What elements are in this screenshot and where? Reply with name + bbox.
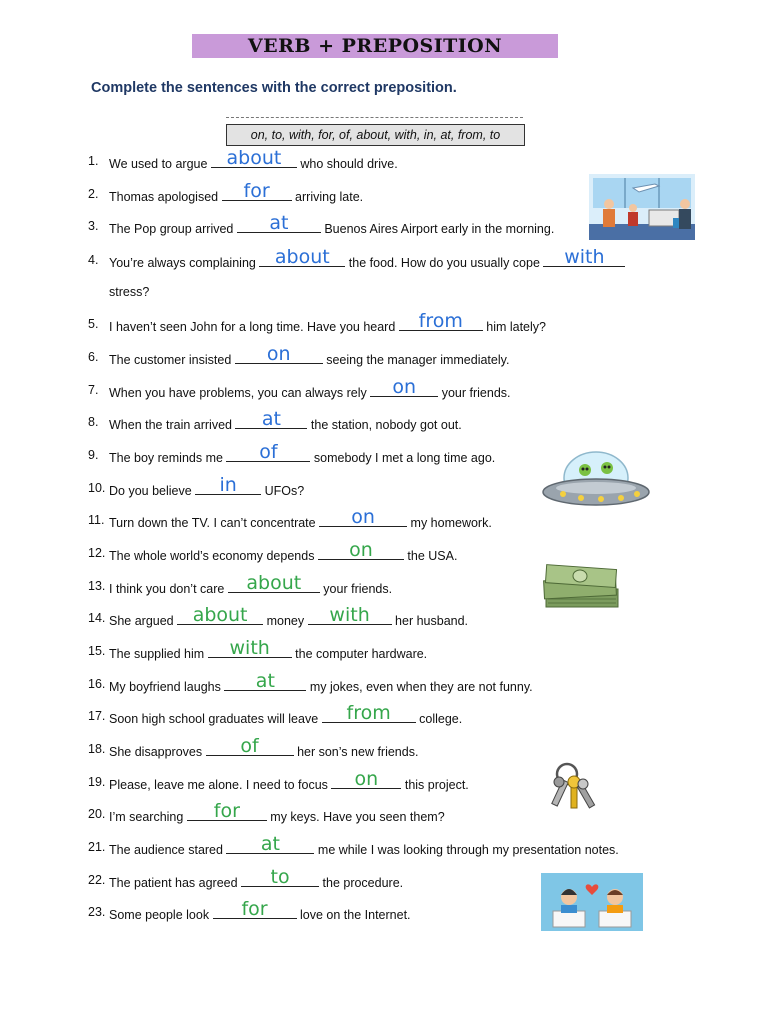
handwritten-answer: for [243, 180, 270, 202]
handwritten-answer: for [213, 800, 240, 822]
handwritten-answer: at [255, 670, 275, 692]
sentence-part: She argued [109, 614, 178, 628]
handwritten-answer: on [349, 539, 373, 561]
sentence-number: 2. [88, 187, 99, 201]
handwritten-answer: about [274, 246, 330, 268]
sentence-part: seeing the manager immediately. [322, 353, 510, 367]
sentence-number: 13. [88, 579, 106, 593]
sentence-text [109, 866, 404, 890]
answer-blank[interactable] [228, 572, 320, 594]
sentence-text [109, 735, 419, 759]
sentence-part: The customer insisted [109, 353, 235, 367]
sentence-part: somebody I met a long time ago. [310, 451, 496, 465]
sentence-part: the food. How do you usually cope [345, 256, 544, 270]
sentence-part: college. [415, 712, 463, 726]
answer-blank[interactable] [235, 408, 307, 430]
sentence-part: Some people look [109, 908, 213, 922]
sentence-number: 11. [88, 513, 105, 527]
airport-illustration [589, 174, 695, 240]
sentence-part: her husband. [391, 614, 469, 628]
answer-blank[interactable] [319, 506, 407, 528]
sentence-part: arriving late. [291, 190, 364, 204]
sentence-number: 10. [88, 481, 106, 495]
sentence-number: 16. [88, 677, 106, 691]
sentence-part: me while I was looking through my presentation notes. [314, 843, 619, 857]
handwritten-answer: in [219, 474, 237, 496]
sentence-part: When you have problems, you can always rely [109, 386, 371, 400]
sentence-part: She disapproves [109, 745, 206, 759]
answer-blank[interactable] [370, 376, 438, 398]
sentence-text [109, 637, 428, 661]
sentence-text [109, 180, 364, 204]
sentence-number: 18. [88, 742, 106, 756]
handwritten-answer: of [240, 735, 259, 757]
sentence-number: 4. [88, 253, 99, 267]
sentence-part: Buenos Aires Airport early in the morning. [320, 222, 555, 236]
sentence-part: your friends. [319, 582, 393, 596]
answer-blank[interactable] [226, 441, 310, 463]
answer-blank[interactable] [241, 866, 319, 888]
sentence-text [109, 285, 149, 299]
sentence-part: The whole world’s economy depends [109, 549, 318, 563]
answer-blank[interactable] [195, 474, 261, 496]
answer-blank[interactable] [226, 833, 314, 855]
sentence-text [109, 604, 469, 628]
sentence-part: You’re always complaining [109, 256, 260, 270]
sentence-number: 12. [88, 546, 106, 560]
sentence-part: my homework. [407, 516, 492, 530]
sentence-number: 3. [88, 219, 99, 233]
handwritten-answer: about [246, 572, 302, 594]
sentence-number: 8. [88, 415, 99, 429]
page-title: VERB + PREPOSITION [247, 35, 503, 57]
handwritten-answer: with [329, 604, 370, 626]
sentence-part: I think you don’t care [109, 582, 228, 596]
sentence-part: this project. [401, 778, 469, 792]
sentence-part: I haven’t seen John for a long time. Have you heard [109, 320, 399, 334]
sentence-part: My boyfriend laughs [109, 680, 225, 694]
sentence-text [109, 506, 492, 530]
sentence-part: money [263, 614, 308, 628]
sentence-part: UFOs? [261, 484, 305, 498]
sentence-text [109, 408, 462, 432]
handwritten-answer: from [418, 310, 463, 332]
sentence-part: who should drive. [296, 157, 398, 171]
handwritten-answer: to [270, 866, 290, 888]
handwritten-answer: about [226, 147, 282, 169]
answer-blank[interactable] [308, 604, 392, 626]
sentence-part: the station, nobody got out. [307, 418, 462, 432]
sentence-number: 21. [88, 840, 106, 854]
sentence-text [109, 572, 393, 596]
answer-blank[interactable] [206, 735, 294, 757]
answer-blank[interactable] [322, 702, 416, 724]
sentence-text [109, 376, 511, 400]
sentence-part: her son’s new friends. [293, 745, 419, 759]
sentence-part: Thomas apologised [109, 190, 222, 204]
money-illustration [542, 563, 620, 611]
sentence-number: 15. [88, 644, 106, 658]
sentence-text [109, 702, 463, 726]
sentence-text [109, 441, 496, 465]
answer-blank[interactable] [543, 246, 625, 268]
answer-blank[interactable] [208, 637, 292, 659]
sentence-part: your friends. [438, 386, 511, 400]
handwritten-answer: at [260, 833, 280, 855]
sentence-part: the procedure. [319, 876, 404, 890]
sentence-number: 6. [88, 350, 99, 364]
handwritten-answer: about [192, 604, 248, 626]
sentence-number: 19. [88, 775, 106, 789]
handwritten-answer: on [266, 343, 291, 365]
answer-blank[interactable] [237, 212, 321, 234]
sentence-number: 1. [88, 154, 99, 168]
love-internet-illustration [541, 873, 643, 931]
answer-blank[interactable] [224, 670, 306, 692]
sentence-number: 17. [88, 709, 106, 723]
handwritten-answer: with [564, 246, 605, 268]
sentence-text [109, 147, 398, 171]
sentence-part: Turn down the TV. I can’t concentrate [109, 516, 320, 530]
answer-blank[interactable] [259, 246, 345, 268]
sentence-text [109, 670, 533, 694]
word-bank: on, to, with, for, of, about, with, in, at, from, to [226, 124, 525, 146]
handwritten-answer: from [346, 702, 391, 724]
sentence-text [109, 310, 546, 334]
sentence-number: 7. [88, 383, 99, 397]
sentence-text [109, 898, 411, 922]
sentence-part: Please, leave me alone. I need to focus [109, 778, 332, 792]
sentence-part: The supplied him [109, 647, 208, 661]
answer-blank[interactable] [222, 180, 292, 202]
sentence-part: The Pop group arrived [109, 222, 237, 236]
sentence-part: The audience stared [109, 843, 227, 857]
sentence-part: Soon high school graduates will leave [109, 712, 322, 726]
answer-blank[interactable] [213, 898, 297, 920]
answer-blank[interactable] [187, 800, 267, 822]
sentence-part: him lately? [482, 320, 546, 334]
sentence-number: 22. [88, 873, 106, 887]
sentence-text [109, 474, 305, 498]
word-bank-dotted-line [226, 117, 523, 118]
sentence-part: The patient has agreed [109, 876, 242, 890]
answer-blank[interactable] [235, 343, 323, 365]
handwritten-answer: at [261, 408, 281, 430]
handwritten-answer: of [259, 441, 278, 463]
handwritten-answer: on [351, 506, 375, 528]
keys-illustration [539, 760, 599, 816]
title-banner [192, 34, 558, 58]
instruction-text: Complete the sentences with the correct preposition. [91, 80, 457, 96]
handwritten-answer: on [354, 768, 379, 790]
sentence-part: love on the Internet. [296, 908, 411, 922]
sentence-part: We used to argue [109, 157, 211, 171]
sentence-number: 14. [88, 611, 106, 625]
answer-blank[interactable] [399, 310, 483, 332]
sentence-part: my keys. Have you seen them? [266, 810, 445, 824]
sentence-part: Do you believe [109, 484, 196, 498]
handwritten-answer: at [269, 212, 289, 234]
sentence-text [109, 212, 555, 236]
handwritten-answer: for [241, 898, 268, 920]
answer-blank[interactable] [211, 147, 297, 169]
sentence-number: 5. [88, 317, 99, 331]
answer-blank[interactable] [177, 604, 263, 626]
ufo-illustration [541, 448, 651, 514]
handwritten-answer: on [392, 376, 417, 398]
sentence-part: the computer hardware. [291, 647, 428, 661]
sentence-number: 23. [88, 905, 106, 919]
answer-blank[interactable] [318, 539, 404, 561]
sentence-part: When the train arrived [109, 418, 236, 432]
sentence-text [109, 833, 619, 857]
sentence-number: 9. [88, 448, 99, 462]
sentence-text [109, 246, 625, 270]
sentence-text [109, 343, 510, 367]
sentence-part: stress? [109, 285, 150, 299]
sentence-text [109, 539, 458, 563]
sentence-part: The boy reminds me [109, 451, 227, 465]
sentence-text [109, 768, 469, 792]
sentence-part: the USA. [403, 549, 458, 563]
sentence-number: 20. [88, 807, 106, 821]
handwritten-answer: with [229, 637, 270, 659]
sentence-part: I’m searching [109, 810, 187, 824]
sentence-text [109, 800, 445, 824]
answer-blank[interactable] [331, 768, 401, 790]
sentence-part: my jokes, even when they are not funny. [306, 680, 533, 694]
